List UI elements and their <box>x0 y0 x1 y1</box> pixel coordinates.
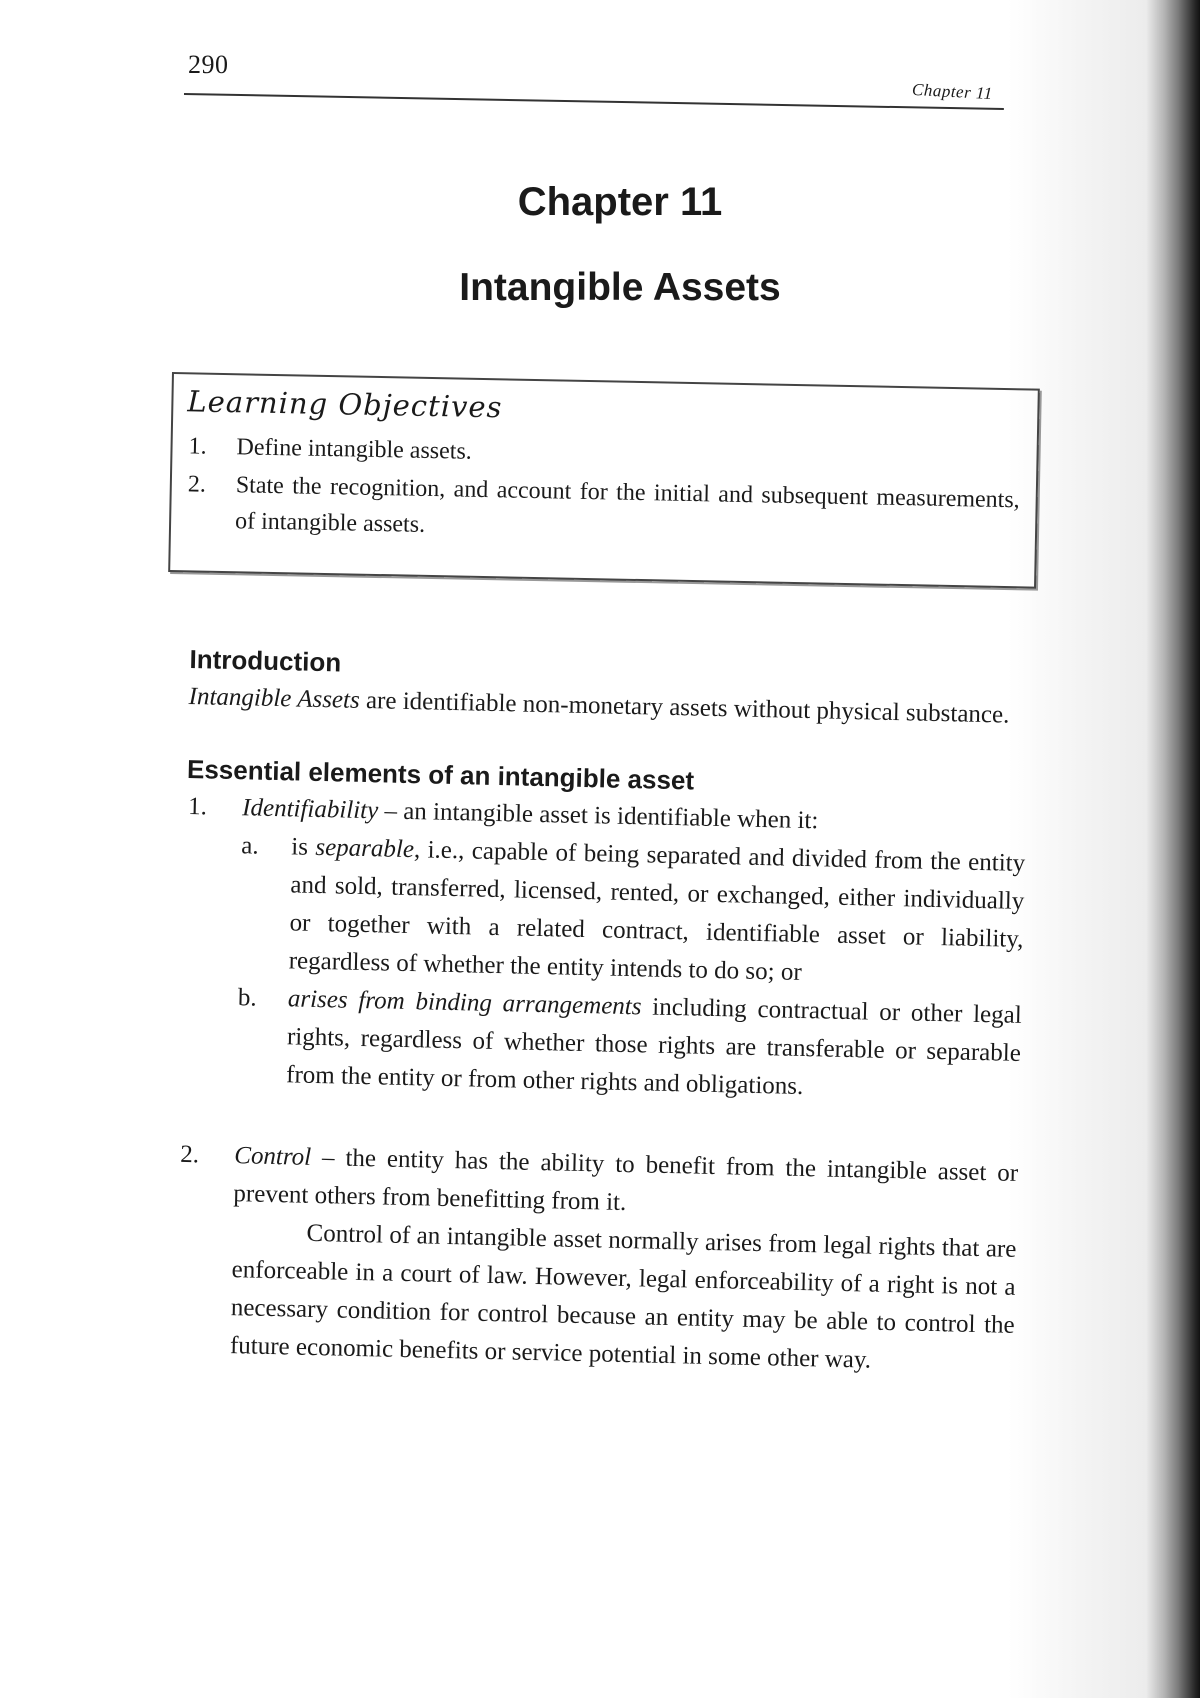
learning-objectives-box <box>168 372 1040 589</box>
page-number: 290 <box>188 50 229 79</box>
objective-item <box>179 466 1020 554</box>
introduction-heading: Introduction <box>189 643 342 678</box>
subitem-text: , i.e., capable of being separated and divided from the entity and sold, transferred, licensed, rented, or exchanged, either individually or together with a related contract, identifiable asset or liability, regardless of whether the entity intends to do so; or <box>288 836 1026 986</box>
subitem-separable <box>182 826 1025 997</box>
objective-number: 2. <box>187 471 207 498</box>
subitem-mark: b. <box>237 984 257 1012</box>
subitem-lead: is <box>291 833 316 861</box>
subitem-mark: a. <box>241 832 260 860</box>
objective-number: 1. <box>188 433 207 460</box>
page-edge-shadow <box>1080 0 1200 1698</box>
chapter-body <box>174 640 1030 1383</box>
element-term: Identifiability <box>241 794 379 825</box>
element-term: Control <box>234 1142 312 1171</box>
learning-objectives-list <box>179 428 1021 556</box>
subitem-binding-arrangements <box>180 978 1022 1111</box>
learning-objectives-heading: Learning Objectives <box>187 384 503 425</box>
subitem-term: arises from binding arrangements <box>287 985 642 1021</box>
control-paragraph: Control of an intangible asset normally arises from legal rights that are enforceable in a court of law. However, legal enforceability of a right is not a necessary condition for control because an entity may be able to control the future economic benefits or service potential in some other way. <box>229 1219 1017 1374</box>
objective-text: Define intangible assets. <box>236 434 473 465</box>
element-text: – the entity has the ability to benefit from the intangible asset or prevent others from benefitting from it. <box>233 1143 1019 1217</box>
chapter-number: Chapter 11 <box>517 180 723 224</box>
subitem-term: separable <box>315 833 415 864</box>
element-number: 1. <box>187 793 208 821</box>
essential-elements-heading: Essential elements of an intangible asset <box>186 753 695 796</box>
subitem-text: including contractual or other legal rights, regardless of whether those rights are transferable or separable from the entity or from other rights and obligations. <box>285 993 1023 1101</box>
defined-term: Intangible Assets <box>188 682 361 714</box>
chapter-title: Intangible Assets <box>459 266 781 309</box>
objective-text: State the recognition, and account for the initial and subsequent measurements, of intangible assets. <box>234 472 1020 538</box>
definition-text: are identifiable non-monetary assets without physical substance. <box>359 686 1010 729</box>
running-head: Chapter 11 <box>911 79 994 104</box>
element-text: – an intangible asset is identifiable when it: <box>377 797 819 835</box>
element-number: 2. <box>180 1140 200 1169</box>
